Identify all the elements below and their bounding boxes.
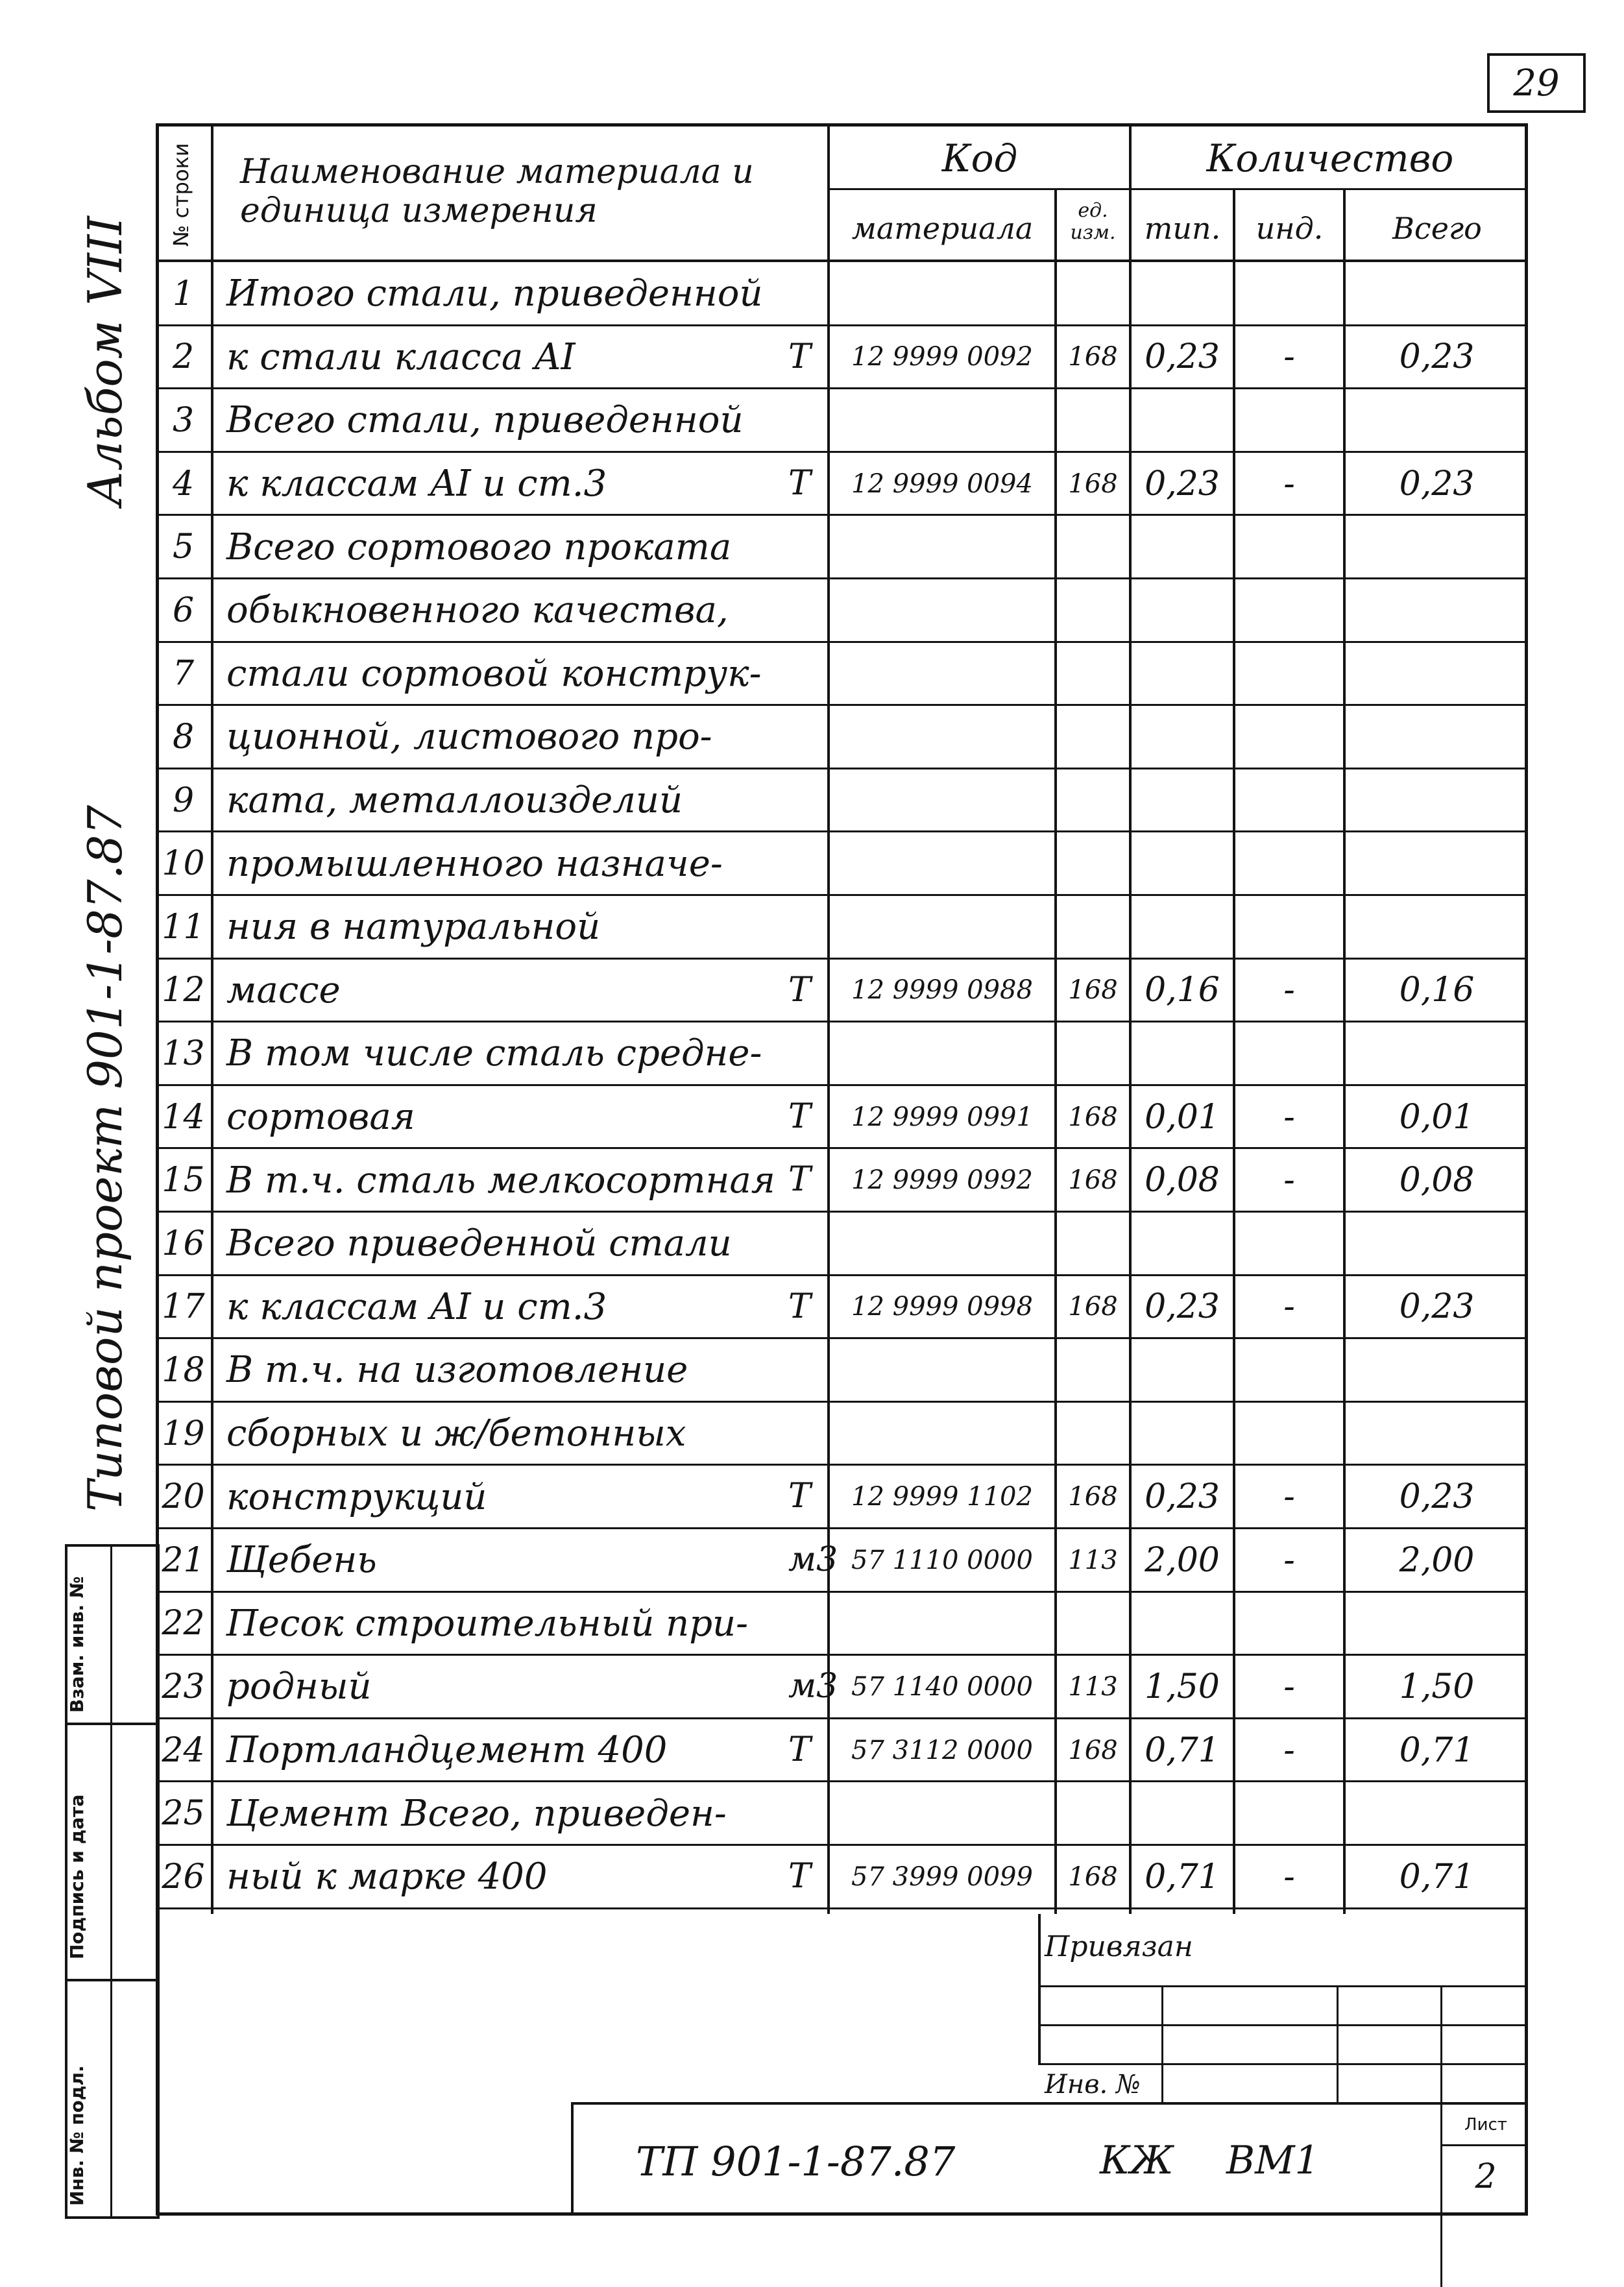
qty-individual: - <box>1283 1857 1295 1896</box>
measure-unit: Т <box>788 1857 811 1896</box>
qty-individual <box>1235 389 1343 452</box>
unit-code <box>1057 1402 1129 1466</box>
qty-typical <box>1132 1212 1233 1276</box>
measure-unit: Т <box>788 337 811 376</box>
material-code: 57 1110 0000 <box>851 1545 1033 1575</box>
header-name: Наименование материала и единица измерения <box>240 152 754 230</box>
row-number: 6 <box>172 590 195 630</box>
qty-total: 0,23 <box>1399 337 1475 377</box>
measure-unit: м3 <box>788 1540 838 1579</box>
qty-typical <box>1132 262 1233 326</box>
qty-typical: 0,16 <box>1145 971 1220 1010</box>
material-name: В том числе сталь средне- <box>226 1032 762 1075</box>
row-number: 25 <box>162 1794 205 1833</box>
material-code: 12 9999 0094 <box>851 468 1033 499</box>
row-number: 2 <box>172 337 195 377</box>
qty-total: 0,23 <box>1399 1477 1475 1517</box>
row-number: 1 <box>172 274 195 313</box>
sheet-number: 2 <box>1475 2157 1497 2196</box>
unit-code: 168 <box>1068 342 1118 372</box>
material-code <box>830 515 1054 579</box>
measure-unit: Т <box>788 1160 811 1200</box>
row-number: 9 <box>172 780 195 820</box>
stamp-vzam-inv: Взам. инв. № <box>66 1576 88 1713</box>
qty-typical: 0,23 <box>1145 337 1220 377</box>
unit-code <box>1057 579 1129 642</box>
qty-typical: 0,08 <box>1145 1161 1220 1200</box>
unit-code <box>1057 389 1129 452</box>
qty-typical <box>1132 579 1233 642</box>
material-code <box>830 769 1054 832</box>
unit-code: 168 <box>1068 1735 1118 1765</box>
material-code <box>830 832 1054 895</box>
row-number: 3 <box>172 400 195 440</box>
header-row-no: № строки <box>169 143 193 247</box>
inv-no-label: Инв. № <box>1045 2070 1141 2099</box>
row-number: 11 <box>162 907 205 947</box>
qty-individual <box>1235 1022 1343 1085</box>
row-number: 23 <box>162 1667 205 1706</box>
header-quantity: Количество <box>1206 136 1454 180</box>
sheet-label: Лист <box>1464 2115 1507 2135</box>
material-code: 57 1140 0000 <box>851 1671 1033 1702</box>
qty-total <box>1346 1212 1528 1276</box>
row-number: 26 <box>162 1857 205 1896</box>
material-name: обыкновенного качества, <box>226 589 729 632</box>
unit-code: 113 <box>1068 1545 1118 1575</box>
material-code: 12 9999 0998 <box>851 1292 1033 1322</box>
qty-total: 0,71 <box>1399 1730 1475 1770</box>
qty-total <box>1346 1782 1528 1845</box>
material-code <box>830 389 1054 452</box>
material-code <box>830 579 1054 642</box>
qty-typical <box>1132 1782 1233 1845</box>
unit-code: 168 <box>1068 1102 1118 1132</box>
page-number: 29 <box>1513 62 1560 104</box>
qty-typical <box>1132 389 1233 452</box>
row-number: 16 <box>162 1224 205 1263</box>
qty-total: 1,50 <box>1399 1667 1475 1706</box>
unit-code: 168 <box>1068 468 1118 499</box>
stamp-signature-date: Подпись и дата <box>66 1794 88 1959</box>
row-number: 17 <box>162 1287 205 1327</box>
row-number: 8 <box>172 717 195 756</box>
qty-individual <box>1235 1782 1343 1845</box>
material-code <box>830 1022 1054 1085</box>
qty-individual <box>1235 515 1343 579</box>
qty-individual: - <box>1283 1287 1295 1327</box>
material-code: 12 9999 0992 <box>851 1165 1033 1196</box>
material-code <box>830 262 1054 326</box>
material-code <box>830 642 1054 706</box>
qty-typical: 0,23 <box>1145 1287 1220 1327</box>
unit-code <box>1057 832 1129 895</box>
material-name: сортовая <box>226 1096 415 1139</box>
material-name: к классам AI и ст.3 <box>226 463 607 505</box>
material-name: промышленного назначе- <box>226 842 723 885</box>
qty-typical <box>1132 832 1233 895</box>
material-name: сборных и ж/бетонных <box>226 1412 686 1455</box>
qty-individual: - <box>1283 1540 1295 1580</box>
row-number: 21 <box>162 1540 205 1580</box>
header-qty-total: Всего <box>1392 211 1482 246</box>
material-name: ный к марке 400 <box>226 1856 548 1898</box>
row-number: 5 <box>172 527 195 567</box>
qty-typical <box>1132 1338 1233 1402</box>
qty-total <box>1346 1022 1528 1085</box>
measure-unit: м3 <box>788 1667 838 1706</box>
material-table <box>156 123 1528 2005</box>
qty-typical: 0,71 <box>1145 1730 1220 1770</box>
material-name: к классам AI и ст.3 <box>226 1285 607 1328</box>
material-name: ния в натуральной <box>226 906 601 949</box>
title-block <box>571 1914 1528 2216</box>
qty-typical <box>1132 705 1233 769</box>
measure-unit: Т <box>788 1096 811 1136</box>
unit-code: 168 <box>1068 1292 1118 1322</box>
qty-total <box>1346 895 1528 959</box>
qty-typical: 1,50 <box>1145 1667 1220 1706</box>
unit-code <box>1057 1782 1129 1845</box>
qty-typical <box>1132 1592 1233 1656</box>
qty-typical: 0,71 <box>1145 1857 1220 1896</box>
measure-unit: Т <box>788 1477 811 1516</box>
material-name: стали сортовой конструк- <box>226 652 762 695</box>
qty-total: 0,23 <box>1399 1287 1475 1327</box>
header-qty-typ: тип. <box>1144 211 1221 246</box>
unit-code <box>1057 515 1129 579</box>
qty-total: 0,01 <box>1399 1097 1475 1137</box>
qty-total <box>1346 515 1528 579</box>
qty-individual <box>1235 832 1343 895</box>
measure-unit: Т <box>788 1730 811 1769</box>
unit-code <box>1057 262 1129 326</box>
mark: КЖ <box>1100 2138 1174 2183</box>
row-number: 18 <box>162 1350 205 1390</box>
qty-individual: - <box>1283 1477 1295 1517</box>
qty-individual <box>1235 1212 1343 1276</box>
unit-code <box>1057 769 1129 832</box>
unit-code <box>1057 642 1129 706</box>
qty-individual: - <box>1283 971 1295 1010</box>
material-name: родный <box>226 1665 372 1708</box>
unit-code <box>1057 705 1129 769</box>
material-code: 12 9999 0988 <box>851 975 1033 1006</box>
qty-total <box>1346 705 1528 769</box>
header-code: Код <box>941 136 1018 180</box>
qty-individual: - <box>1283 1730 1295 1770</box>
qty-total: 0,08 <box>1399 1161 1475 1200</box>
material-name: конструкций <box>226 1475 487 1518</box>
material-code: 12 9999 0092 <box>851 342 1033 372</box>
qty-total <box>1346 1338 1528 1402</box>
material-name: к стали класса AI <box>226 335 576 378</box>
material-name: ката, металлоизделий <box>226 779 683 822</box>
material-code: 57 3112 0000 <box>851 1735 1033 1765</box>
qty-individual: - <box>1283 337 1295 377</box>
row-number: 7 <box>172 654 195 694</box>
row-number: 15 <box>162 1161 205 1200</box>
measure-unit: Т <box>788 1287 811 1326</box>
material-name: В т.ч. на изготовление <box>226 1349 688 1392</box>
page-number-box <box>1487 53 1586 113</box>
material-code <box>830 1212 1054 1276</box>
qty-total <box>1346 642 1528 706</box>
material-code <box>830 1338 1054 1402</box>
material-name: Итого стали, приведенной <box>226 272 763 315</box>
measure-unit: Т <box>788 970 811 1010</box>
qty-individual <box>1235 895 1343 959</box>
material-code <box>830 895 1054 959</box>
row-number: 22 <box>162 1604 205 1643</box>
material-name: массе <box>226 969 341 1011</box>
unit-code: 168 <box>1068 1482 1118 1512</box>
material-code <box>830 705 1054 769</box>
qty-total <box>1346 832 1528 895</box>
qty-individual: - <box>1283 464 1295 503</box>
unit-code <box>1057 895 1129 959</box>
qty-total <box>1346 579 1528 642</box>
qty-total <box>1346 262 1528 326</box>
privyazan-label: Привязан <box>1045 1930 1193 1963</box>
stamp-inv-podl: Инв. № подл. <box>66 2065 88 2206</box>
unit-code <box>1057 1338 1129 1402</box>
row-number: 4 <box>172 464 195 503</box>
material-name: Всего сортового проката <box>226 526 732 568</box>
row-number: 14 <box>162 1097 205 1137</box>
row-number: 12 <box>162 971 205 1010</box>
unit-code: 113 <box>1068 1671 1118 1702</box>
unit-code: 168 <box>1068 1165 1118 1196</box>
qty-individual: - <box>1283 1097 1295 1137</box>
album-label: Альбом VIII <box>78 216 132 506</box>
row-number: 19 <box>162 1414 205 1453</box>
material-name: Всего приведенной стали <box>226 1222 732 1265</box>
row-number: 20 <box>162 1477 205 1517</box>
material-name: Портландцемент 400 <box>226 1729 668 1772</box>
material-code: 12 9999 1102 <box>851 1482 1033 1512</box>
material-name: В т.ч. сталь мелкосортная <box>226 1159 775 1202</box>
qty-typical: 0,01 <box>1145 1097 1220 1137</box>
qty-individual <box>1235 642 1343 706</box>
material-name: Песок строительный при- <box>226 1602 749 1645</box>
qty-individual <box>1235 769 1343 832</box>
qty-total: 2,00 <box>1399 1540 1475 1580</box>
material-code <box>830 1592 1054 1656</box>
material-code: 57 3999 0099 <box>851 1861 1033 1892</box>
qty-total <box>1346 389 1528 452</box>
qty-individual <box>1235 579 1343 642</box>
material-code: 12 9999 0991 <box>851 1102 1033 1132</box>
designation: ТП 901-1-87.87 <box>636 2138 956 2185</box>
qty-total: 0,23 <box>1399 464 1475 503</box>
header-code-unit: ед. изм. <box>1070 199 1116 244</box>
qty-typical <box>1132 515 1233 579</box>
qty-typical <box>1132 895 1233 959</box>
header-qty-ind: инд. <box>1255 211 1324 246</box>
material-code <box>830 1402 1054 1466</box>
material-name: Щебень <box>226 1539 377 1582</box>
qty-individual <box>1235 1592 1343 1656</box>
header-code-material: материала <box>851 211 1034 246</box>
qty-total <box>1346 1592 1528 1656</box>
measure-unit: Т <box>788 463 811 503</box>
qty-individual <box>1235 1338 1343 1402</box>
unit-code: 168 <box>1068 1861 1118 1892</box>
qty-individual <box>1235 1402 1343 1466</box>
row-number: 24 <box>162 1730 205 1770</box>
row-number: 10 <box>162 844 205 884</box>
material-code <box>830 1782 1054 1845</box>
unit-code <box>1057 1592 1129 1656</box>
qty-typical: 2,00 <box>1145 1540 1220 1580</box>
material-name: ционной, листового про- <box>226 716 712 758</box>
unit-code <box>1057 1212 1129 1276</box>
material-name: Всего стали, приведенной <box>226 399 744 442</box>
project-label: Типовой проект 901-1-87.87 <box>78 805 132 1512</box>
doc-code: ВМ1 <box>1226 2138 1320 2183</box>
qty-individual: - <box>1283 1161 1295 1200</box>
unit-code: 168 <box>1068 975 1118 1006</box>
qty-individual <box>1235 705 1343 769</box>
row-number: 13 <box>162 1034 205 1073</box>
qty-individual <box>1235 262 1343 326</box>
material-name: Цемент Всего, приведен- <box>226 1792 727 1835</box>
qty-typical: 0,23 <box>1145 1477 1220 1517</box>
qty-total: 0,16 <box>1399 971 1475 1010</box>
qty-typical <box>1132 642 1233 706</box>
qty-total <box>1346 769 1528 832</box>
qty-typical: 0,23 <box>1145 464 1220 503</box>
qty-total <box>1346 1402 1528 1466</box>
qty-typical <box>1132 769 1233 832</box>
qty-typical <box>1132 1402 1233 1466</box>
qty-total: 0,71 <box>1399 1857 1475 1896</box>
qty-typical <box>1132 1022 1233 1085</box>
unit-code <box>1057 1022 1129 1085</box>
qty-individual: - <box>1283 1667 1295 1706</box>
